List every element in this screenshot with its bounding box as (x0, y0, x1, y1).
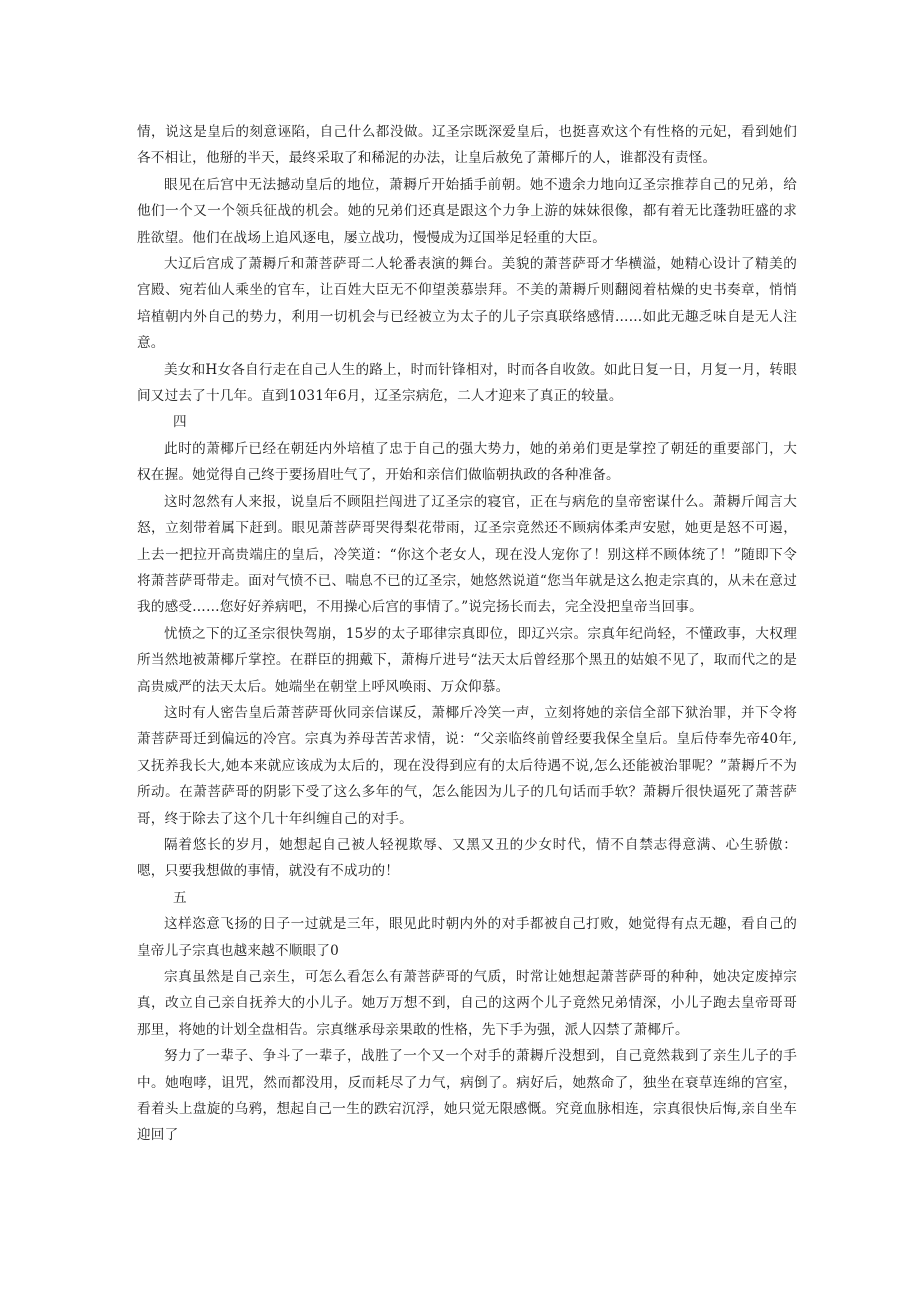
section-heading-four: 四 (173, 414, 187, 431)
paragraph-2: 眼见在后宫中无法撼动皇后的地位，萧耨斤开始插手前朝。她不遗余力地向辽圣宗推荐自己的兄弟，给他们一个又一个领兵征战的机会。她的兄弟们还真是跟这个力争上游的妹妹很像，都有着无比蓬勃旺盛的求胜欲望。他们在战场上追风逐电，屡立战功，慢慢成为辽国举足轻重的大臣。 (137, 176, 797, 246)
paragraph-6: 这时忽然有人来报，说皇后不顾阻拦闯进了辽圣宗的寝官，正在与病危的皇帝密谋什么。萧耨斤闻言大怒，立刻带着属下赶到。眼见萧菩萨哥哭得梨花带雨，辽圣宗竟然还不顾病体柔声安慰，她更是怒不可遏，上去一把拉开高贵端庄的皇后，冷笑道：“你这个老女人，现在没人宠你了！别这样不顾体统了！”随即下令将萧菩萨哥带走。面对气愤不已、喘息不已的辽圣宗，她悠然说道“您当年就是这么抱走宗真的，从未在意过我的感受……您好好养病吧，不用操心后宫的事情了。”说完扬长而去，完全没把皇帝当回事。 (137, 493, 797, 616)
paragraph-3: 大辽后宫成了萧耨斤和萧菩萨哥二人轮番表演的舞台。美貌的萧菩萨哥才华横溢，她精心设计了精美的宫殿、宛若仙人乘坐的官车，让百姓大臣无不仰望羡慕崇拜。不美的萧耨斤则翻阅着枯燥的史书奏章，悄悄培植朝内外自己的势力，利用一切机会与已经被立为太子的儿子宗真联络感情……如此无趣乏味自是无人注意。 (137, 256, 797, 352)
paragraph-10: 这样恣意飞扬的日子一过就是三年，眼见此时朝内外的对手都被自己打败，她觉得有点无趣，看自己的皇帝儿子宗真也越来越不顺眼了0 (137, 916, 797, 959)
section-heading-five: 五 (173, 889, 187, 906)
paragraph-8: 这时有人密告皇后萧菩萨哥伙同亲信谋反，萧椰斤冷笑一声，立刻将她的亲信全部下狱治罪，并下令将萧菩萨哥迁到偏远的冷宫。宗真为养母苦苦求情，说：“父亲临终前曾经要我保全皇后。皇后侍奉先帝40年,又抚养我长大,她本来就应该成为太后的，现在没得到应有的太后待遇不说,怎么还能被治罪呢？”萧耨斤不为所动。在萧菩萨哥的阴影下受了这么多年的气，怎么能因为儿子的几句话而手软？萧耨斤很快逼死了萧菩萨哥，终于除去了这个几十年纠缠自己的对手。 (137, 704, 797, 827)
paragraph-4: 美女和H女各自行走在自己人生的路上，时而针锋相对，时而各自收敛。如此日复一日，月复一月，转眼间又过去了十几年。直到1031年6月，辽圣宗病危，二人才迎来了真正的较量。 (137, 361, 797, 405)
paragraph-1: 情，说这是皇后的刻意诬陷，自己什么都没做。辽圣宗既深爱皇后，也挺喜欢这个有性格的元妃，看到她们各不相让，他掰的半天，最终采取了和稀泥的办法，让皇后赦免了萧椰斤的人，谁都没有责怪。 (137, 124, 797, 167)
paragraph-5: 此时的萧椰斤已经在朝廷内外培植了忠于自己的强大势力，她的弟弟们更是掌控了朝廷的重要部门，大权在握。她觉得自己终于要扬眉吐气了，开始和亲信们做临朝执政的各种准备。 (137, 440, 797, 484)
paragraph-7: 忧愤之下的辽圣宗很快驾崩，15岁的太子耶律宗真即位，即辽兴宗。宗真年纪尚轻，不懂政事，大权理所当然地被萧椰斤掌控。在群臣的拥戴下，萧梅斤进号“法天太后曾经那个黑丑的姑娘不见了，取而代之的是高贵威严的法天太后。她端坐在朝堂上呼风唤雨、万众仰慕。 (137, 625, 797, 695)
paragraph-9: 隔着悠长的岁月，她想起自己被人轻视欺辱、又黑又丑的少女时代，情不自禁志得意满、心生骄傲：嗯，只要我想做的事情，就没有不成功的！ (137, 836, 797, 880)
paragraph-12: 努力了一辈子、争斗了一辈子，战胜了一个又一个对手的萧耨斤没想到，自己竟然栽到了亲生儿子的手中。她咆哮，诅咒，然而都没用，反而耗尽了力气，病倒了。病好后，她熬命了，独坐在衰草连绵的宫室，看着头上盘旋的乌鸦，想起自己一生的跌宕沉浮，她只觉无限感慨。究竟血脉相连，宗真很快后悔,亲自坐车迎回了 (137, 1048, 797, 1144)
paragraph-11: 宗真虽然是自己亲生，可怎么看怎么有萧菩萨哥的气质，时常让她想起萧菩萨哥的种种，她决定废掉宗真，改立自己亲自抚养大的小儿子。她万万想不到，自己的这两个儿子竟然兄弟情深，小儿子跑去皇帝哥哥那里，将她的计划全盘相告。宗真继承母亲果敢的性格，先下手为强，派人囚禁了萧椰斤。 (137, 969, 797, 1038)
document-body (137, 119, 797, 1149)
